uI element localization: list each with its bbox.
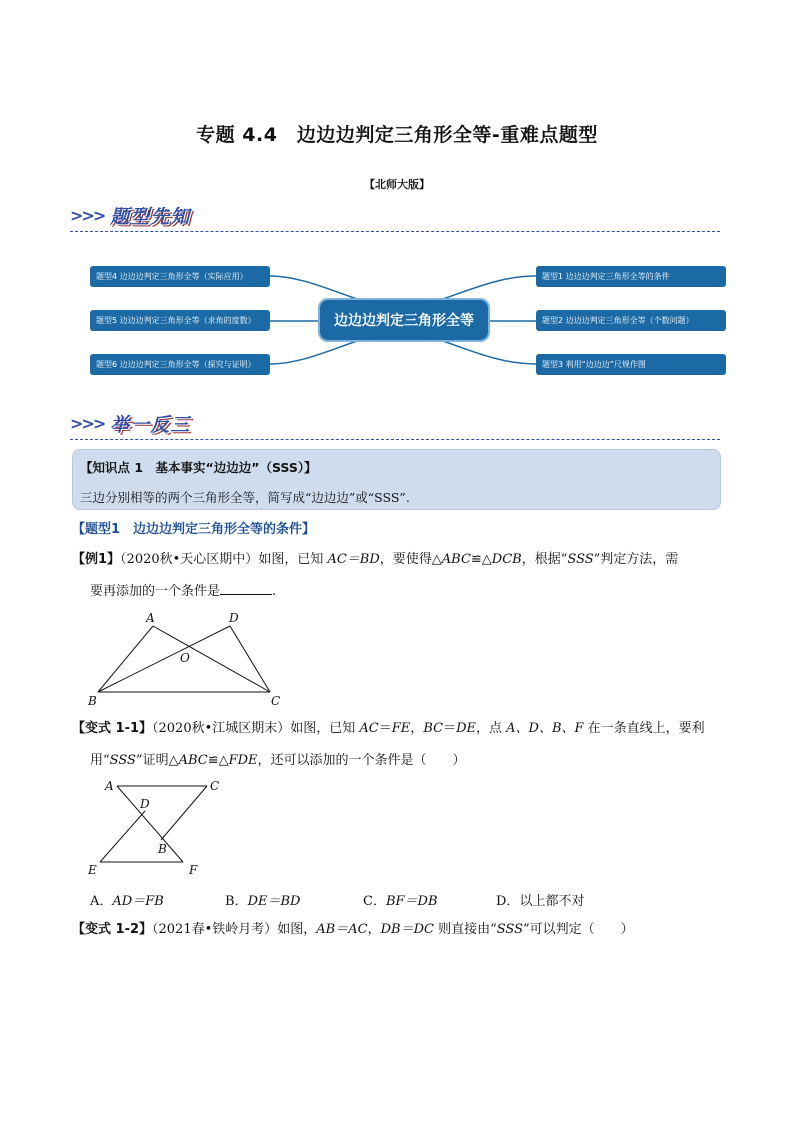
variant-1-2-line-1 xyxy=(72,921,634,939)
section-banner-practice xyxy=(70,408,190,438)
answer-blank xyxy=(220,582,272,595)
option-letter: A． xyxy=(90,894,113,909)
banner-title: 举一反三 xyxy=(110,413,191,436)
option-text: BF＝DB xyxy=(385,894,438,909)
math-condition: AB＝AC xyxy=(316,922,368,937)
math-condition: AC＝BD xyxy=(327,552,380,567)
mindmap-center: 边边边判定三角形全等 xyxy=(318,298,490,342)
variant-1-1-line-2 xyxy=(90,752,466,770)
option-d[interactable] xyxy=(496,890,584,909)
math-sss: SSS xyxy=(567,552,594,567)
math-segment: DE xyxy=(456,721,476,736)
example-1-line-2 xyxy=(90,582,276,601)
knowledge-text: 三边分别相等的两个三角形全等，简写成“边边边”或“SSS”. xyxy=(80,490,410,505)
math-segment: BC xyxy=(423,721,444,736)
knowledge-title: 【知识点 1 基本事实“边边边”（SSS）】 xyxy=(80,460,317,475)
mindmap-topic-2: 题型2 边边边判定三角形全等（个数问题） xyxy=(536,310,726,331)
point-e-label: E xyxy=(88,863,97,877)
point-b-label: B xyxy=(88,694,97,708)
text-run: ＝ xyxy=(443,721,457,736)
text-run: ，还可以添加的一个条件是（ ） xyxy=(257,753,466,768)
math-points: A、D、B、F xyxy=(506,721,584,736)
variant-source: （2020秋•江城区期末） xyxy=(152,721,291,736)
mindmap-topic-1: 题型1 边边边判定三角形全等的条件 xyxy=(536,266,726,287)
math-segment: FE xyxy=(391,721,411,736)
text-run: 要再添加的一个条件是 xyxy=(90,584,221,599)
text-run: 在一条直线上，要利 xyxy=(583,721,705,736)
point-a-label: A xyxy=(105,779,114,793)
point-d-label: D xyxy=(229,611,239,625)
text-run: ，点 xyxy=(476,721,507,736)
text-run: ，根据“ xyxy=(521,552,568,567)
variant-source: （2021春•铁岭月考） xyxy=(152,922,278,937)
text-run: 则直接由“ xyxy=(433,922,497,937)
point-c-label: C xyxy=(210,779,220,793)
option-letter: C． xyxy=(363,894,386,909)
segment-bd xyxy=(98,626,230,692)
text-run: ， xyxy=(367,922,381,937)
math-triangle: ABC xyxy=(178,753,208,768)
text-run: 如图，已知 xyxy=(258,552,328,567)
mindmap-topic-6: 题型6 边边边判定三角形全等（探究与证明） xyxy=(90,354,270,375)
math-triangle: DCB xyxy=(491,552,522,567)
mindmap-topic-4: 题型4 边边边判定三角形全等（实际应用） xyxy=(90,266,270,287)
variant-label: 【变式 1-1】 xyxy=(72,721,153,736)
mindmap-topic-5: 题型5 边边边判定三角形全等（求角的度数） xyxy=(90,310,270,331)
banner-arrows-icon: >>> xyxy=(70,205,105,225)
figure-2-triangles xyxy=(85,776,235,878)
text-run: ， xyxy=(410,721,424,736)
example-source: （2020秋•天心区期中） xyxy=(120,552,259,567)
segment-ed xyxy=(100,811,145,862)
banner-title: 题型先知 xyxy=(110,205,191,228)
option-text: DE＝BD xyxy=(247,894,301,909)
segment-ac xyxy=(153,626,270,692)
section-banner-preview xyxy=(70,200,190,230)
text-run: ≌△ xyxy=(470,552,492,567)
math-sss: SSS xyxy=(109,753,136,768)
option-a[interactable] xyxy=(90,890,164,909)
point-c-label: C xyxy=(271,694,281,708)
math-triangle: FDE xyxy=(228,753,258,768)
math-segment: AC xyxy=(359,721,379,736)
variant-1-1-line-1 xyxy=(72,720,705,738)
section-divider xyxy=(70,231,720,232)
page-title: 专题 4.4 边边边判定三角形全等-重难点题型 xyxy=(196,124,598,146)
edition-label: 【北师大版】 xyxy=(364,178,430,191)
math-sss: SSS xyxy=(496,922,523,937)
option-b[interactable] xyxy=(225,890,300,909)
segment-cb xyxy=(161,786,207,840)
point-b-label: B xyxy=(158,842,167,856)
text-run: 如图，已知 xyxy=(290,721,360,736)
text-run: ”可以判定（ ） xyxy=(523,922,634,937)
section-divider xyxy=(70,439,720,440)
point-a-label: A xyxy=(146,611,155,625)
question-type-heading: 【题型1 边边边判定三角形全等的条件】 xyxy=(72,522,316,537)
text-run: ”判定方法，需 xyxy=(593,552,679,567)
option-text: 以上都不对 xyxy=(519,894,585,909)
example-1-line-1 xyxy=(72,551,678,569)
segment-af xyxy=(117,786,183,862)
text-run: . xyxy=(272,584,277,599)
segment-dc xyxy=(230,626,270,692)
text-run: ＝ xyxy=(378,721,392,736)
segment-ba xyxy=(98,626,153,692)
banner-arrows-icon: >>> xyxy=(70,413,105,433)
text-run: ≌△ xyxy=(207,753,229,768)
mindmap-topic-3: 题型3 利用“边边边”尺规作图 xyxy=(536,354,726,375)
option-letter: B． xyxy=(225,894,248,909)
math-condition: DB＝DC xyxy=(380,922,434,937)
option-letter: D． xyxy=(496,894,520,909)
text-run: ”证明△ xyxy=(135,753,179,768)
variant-label: 【变式 1-2】 xyxy=(72,922,153,937)
text-run: 用“ xyxy=(90,753,110,768)
figure-1-triangles xyxy=(80,608,290,710)
option-c[interactable] xyxy=(363,890,438,909)
text-run: ，要使得△ xyxy=(379,552,442,567)
point-o-label: O xyxy=(180,651,190,665)
text-run: 如图， xyxy=(277,922,317,937)
math-triangle: ABC xyxy=(441,552,471,567)
point-d-label: D xyxy=(140,797,150,811)
example-label: 【例1】 xyxy=(72,552,121,567)
option-text: AD＝FB xyxy=(112,894,164,909)
point-f-label: F xyxy=(189,863,198,877)
